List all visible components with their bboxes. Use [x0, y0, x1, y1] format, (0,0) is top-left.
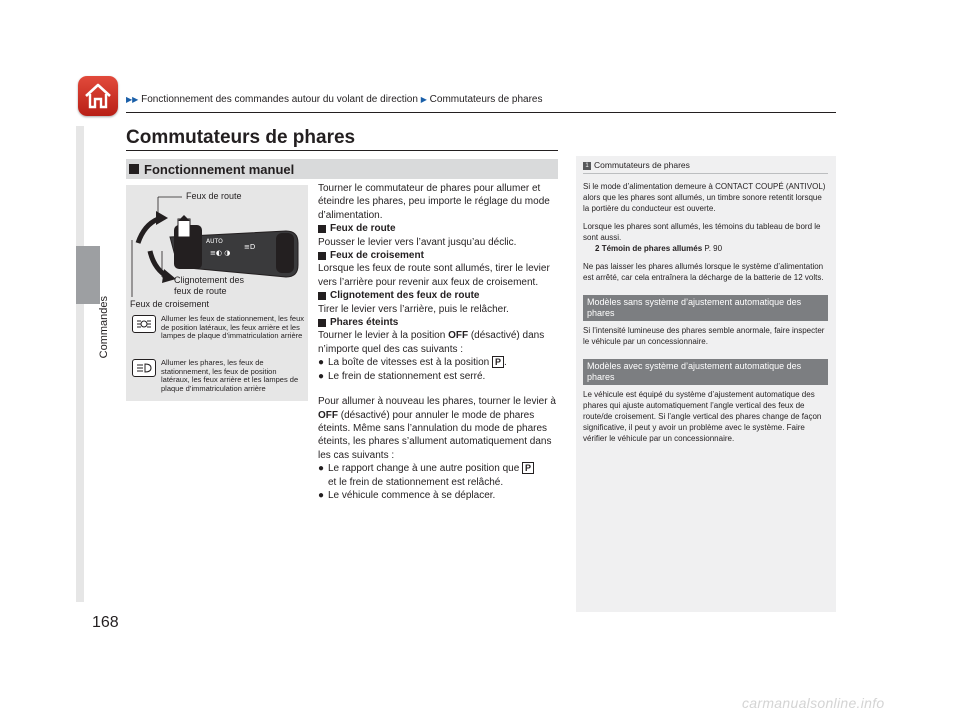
section-square-icon	[129, 164, 139, 174]
headlights-icon	[132, 359, 156, 377]
bullet-text: .	[504, 357, 507, 369]
model-banner: Modèles avec système d’ajustement automatique des phares	[583, 359, 828, 385]
breadcrumb-arrow-icon: ▶▶	[126, 95, 139, 104]
watermark: carmanualsonline.info	[742, 695, 885, 711]
subheading-text: Feux de route	[330, 223, 396, 235]
header-divider	[126, 112, 836, 113]
subheading-high-beam	[318, 222, 558, 235]
breadcrumb-arrow-icon: ▶	[420, 95, 427, 104]
bullet-text: Le rapport change à une autre position que	[328, 463, 523, 475]
main-content	[318, 182, 558, 502]
reference-arrow-icon: 2	[595, 244, 600, 253]
square-bullet-icon	[318, 225, 326, 233]
label-low-beam: Feux de croisement	[130, 299, 210, 309]
off-text-pre: Tourner le levier à la position	[318, 330, 449, 342]
subheading-off	[318, 316, 558, 329]
sidebar-chapter-tab[interactable]	[76, 246, 100, 304]
off-text	[318, 329, 558, 356]
breadcrumb	[126, 94, 543, 105]
legend-text: Allumer les feux de stationnement, les feux de position latéraux, les feux arrière et les lampes de plaque d’immatriculation arrière	[161, 314, 304, 340]
subheading-text: Feux de croisement	[330, 250, 424, 262]
bullet-text: La boîte de vitesses est à la position	[328, 357, 492, 369]
label-flash	[174, 275, 244, 297]
label-flash-line2: feux de route	[174, 286, 227, 296]
square-bullet-icon	[318, 292, 326, 300]
subheading-flash	[318, 289, 558, 302]
breadcrumb-current: Commutateurs de phares	[429, 94, 543, 105]
subheading-low-beam	[318, 249, 558, 262]
bullet-text: Le véhicule commence à se déplacer.	[328, 489, 496, 501]
notes-heading	[583, 160, 828, 171]
bullet-item	[318, 356, 558, 369]
title-divider	[126, 150, 558, 151]
bullet-item	[318, 489, 558, 502]
svg-text:≡D: ≡D	[244, 243, 256, 251]
note-reference[interactable]	[583, 243, 828, 254]
off-key: OFF	[318, 409, 338, 421]
low-beam-text: Lorsque les feux de route sont allumés, tirer le levier vers l’arrière pour revenir aux feux de croisement.	[318, 263, 550, 288]
note-paragraph: Ne pas laisser les phares allumés lorsque le système d’alimentation est arrêté, car cela entraînera la décharge de la batterie de 12 volts.	[583, 262, 824, 282]
square-bullet-icon	[318, 319, 326, 327]
reference-title[interactable]: Témoin de phares allumés	[601, 244, 703, 253]
note-paragraph: Le véhicule est équipé du système d’ajustement automatique des phares qui ajuste automatiquement l’angle vertical des feux de route/de croisement. Si l’angle vertical des phares change de façon significative, il peut y avoir un problème avec le système. Faire vérifier le véhicule par un concessionnaire.	[583, 390, 822, 443]
reactivate-paragraph	[318, 395, 558, 462]
subheading-text: Clignotement des feux de route	[330, 290, 480, 302]
subheading-text: Phares éteints	[330, 317, 399, 329]
off-key: OFF	[448, 330, 469, 342]
intro-paragraph: Tourner le commutateur de phares pour allumer et éteindre les phares, peu importe le réglage du mode d’alimentation.	[318, 183, 550, 221]
legend-text: Allumer les phares, les feux de stationnement, les feux de position latéraux, les feux arrière et les lampes de plaque d’immatriculation arrière	[161, 358, 299, 393]
flash-text: Tirer le levier vers l’arrière, puis le relâcher.	[318, 303, 509, 315]
note-marker-icon: 1	[583, 162, 591, 170]
note-paragraph: Si l’intensité lumineuse des phares semble anormale, faire inspecter le véhicule par un concessionnaire.	[583, 326, 825, 346]
para-text: (désactivé) pour annuler le mode de phares éteints. Même sans l’annulation du mode de phares éteints, les phares s’allument automatiquement dans les cas suivants :	[318, 409, 552, 461]
notes-sidebar	[576, 156, 836, 612]
sidebar-chapter-label: Commandes	[98, 296, 110, 359]
note-paragraph: Si le mode d’alimentation demeure à CONTACT COUPÉ (ANTIVOL) alors que les phares sont allumés, un timbre sonore retentit lorsque la portière du conducteur est ouverte.	[583, 182, 826, 213]
breadcrumb-link[interactable]: Fonctionnement des commandes autour du volant de direction	[141, 94, 418, 105]
parking-lights-icon	[132, 315, 156, 333]
notes-content	[583, 160, 828, 444]
sidebar-track	[76, 126, 84, 602]
home-button[interactable]	[78, 76, 118, 116]
label-flash-line1: Clignotement des	[174, 275, 245, 285]
bullet-dot-icon: ●	[318, 463, 325, 475]
park-key-box: P	[522, 462, 534, 474]
spacer	[318, 383, 558, 395]
bullet-text: Le frein de stationnement est serré.	[328, 370, 486, 382]
bullet-text: et le frein de stationnement est relâché.	[328, 476, 504, 488]
bullet-dot-icon: ●	[318, 370, 325, 382]
notes-divider	[583, 173, 828, 174]
headlight-lever-diagram	[126, 185, 308, 401]
legend-row	[132, 315, 304, 341]
notes-heading-text: Commutateurs de phares	[594, 160, 690, 170]
legend-row	[132, 359, 304, 393]
bullet-item	[318, 370, 558, 383]
bullet-dot-icon: ●	[318, 357, 325, 369]
page-title: Commutateurs de phares	[126, 127, 356, 148]
label-high-beam: Feux de route	[186, 191, 242, 201]
model-banner: Modèles sans système d’ajustement automatique des phares	[583, 295, 828, 321]
high-beam-text: Pousser le levier vers l’avant jusqu’au déclic.	[318, 236, 517, 248]
svg-text:≡◐ ◑: ≡◐ ◑	[210, 249, 231, 257]
section-title: Fonctionnement manuel	[144, 161, 295, 177]
square-bullet-icon	[318, 252, 326, 260]
park-key-box: P	[492, 356, 504, 368]
note-paragraph: Lorsque les phares sont allumés, les témoins du tableau de bord le sont aussi.	[583, 222, 821, 242]
section-heading	[126, 159, 558, 179]
para-text: Pour allumer à nouveau les phares, tourner le levier à	[318, 396, 556, 408]
off-text-post: (désactivé) dans n’importe quel des cas suivants :	[318, 330, 545, 355]
bullet-dot-icon: ●	[318, 489, 325, 501]
home-icon	[83, 82, 113, 110]
page-number: 168	[92, 614, 119, 631]
svg-text:AUTO: AUTO	[206, 238, 223, 245]
reference-page: P. 90	[702, 244, 723, 253]
bullet-item	[318, 462, 558, 489]
